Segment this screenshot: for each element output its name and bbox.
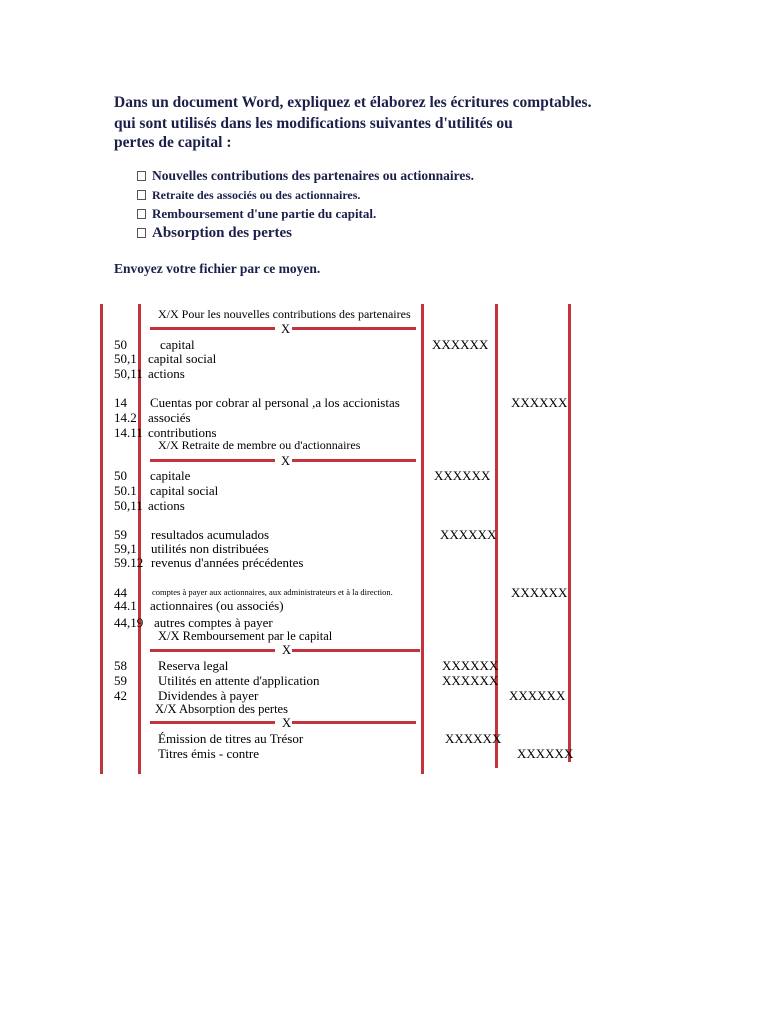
checkbox-icon — [137, 228, 146, 238]
account-code: 59 — [114, 673, 127, 688]
account-code: 50,11 — [114, 366, 143, 381]
intro-line-1: Dans un document Word, expliquez et élaborez les écritures comptables. — [114, 94, 592, 111]
account-label: utilités non distribuées — [151, 541, 269, 556]
separator-bar — [292, 459, 416, 462]
journal-entry-header: X/X Remboursement par le capital — [158, 629, 333, 643]
debit-amount: XXXXXX — [445, 731, 502, 746]
account-label: actions — [148, 498, 185, 513]
account-code: 50 — [114, 337, 127, 352]
account-label: comptes à payer aux actionnaires, aux administrateurs et à la direction. — [152, 587, 393, 597]
separator-label: X — [282, 643, 292, 657]
account-label: Titres émis - contre — [158, 746, 259, 761]
account-code: 14 — [114, 395, 127, 410]
bullet-item: Absorption des pertes — [137, 225, 292, 242]
account-label: capital — [160, 337, 195, 352]
debit-amount: XXXXXX — [442, 658, 499, 673]
account-code: 50.1 — [114, 483, 137, 498]
send-instruction: Envoyez votre fichier par ce moyen. — [114, 261, 321, 276]
account-code: 44 — [114, 585, 127, 600]
account-code: 14.2 — [114, 410, 137, 425]
journal-entry-header: X/X Absorption des pertes — [155, 702, 288, 716]
credit-amount: XXXXXX — [511, 585, 568, 600]
debit-amount: XXXXXX — [442, 673, 499, 688]
account-code: 59,1 — [114, 541, 137, 556]
separator-bar — [150, 459, 275, 462]
bullet-item: Retraite des associés ou des actionnaires. — [137, 188, 360, 203]
account-code: 58 — [114, 658, 127, 673]
separator-bar — [150, 649, 275, 652]
credit-amount: XXXXXX — [517, 746, 574, 761]
account-code: 59 — [114, 527, 127, 542]
account-label: revenus d'années précédentes — [151, 555, 304, 570]
account-code: 44.1 — [114, 598, 137, 613]
account-label: capital social — [150, 483, 219, 498]
separator-bar — [292, 721, 416, 724]
account-label: capitale — [150, 468, 191, 483]
intro-line-3: pertes de capital : — [114, 134, 232, 151]
account-label: capital social — [148, 351, 217, 366]
separator-label: X — [281, 322, 291, 336]
account-label: Dividendes à payer — [158, 688, 259, 703]
checkbox-icon — [137, 209, 146, 219]
account-label: actionnaires (ou associés) — [150, 598, 284, 613]
debit-amount: XXXXXX — [440, 527, 497, 542]
separator-bar — [292, 327, 416, 330]
account-code: 50,11 — [114, 498, 143, 513]
debit-amount: XXXXXX — [432, 337, 489, 352]
journal-entry-header: X/X Retraite de membre ou d'actionnaires — [158, 438, 361, 452]
account-code: 50,1 — [114, 351, 137, 366]
bullet-item: Remboursement d'une partie du capital. — [137, 206, 376, 222]
account-label: Reserva legal — [158, 658, 229, 673]
separator-bar — [292, 649, 420, 652]
separator-bar — [150, 327, 275, 330]
account-label: resultados acumulados — [151, 527, 270, 542]
checkbox-icon — [137, 171, 146, 181]
intro-line-2: qui sont utilisés dans les modifications suivantes d'utilités ou — [114, 115, 513, 132]
account-code: 42 — [114, 688, 127, 703]
account-label: Utilités en attente d'application — [158, 673, 320, 688]
account-code: 59.12 — [114, 555, 144, 570]
account-label: Cuentas por cobrar al personal ,a los accionistas — [150, 395, 400, 410]
journal-rule-debit — [421, 304, 424, 774]
credit-amount: XXXXXX — [511, 395, 568, 410]
checkbox-icon — [137, 190, 146, 200]
credit-amount: XXXXXX — [509, 688, 566, 703]
journal-rule-left — [100, 304, 103, 774]
account-code: 14.11 — [114, 425, 143, 440]
journal-rule-right — [568, 304, 571, 762]
account-label: autres comptes à payer — [154, 615, 273, 630]
account-code: 50 — [114, 468, 127, 483]
account-code: 44,19 — [114, 615, 144, 630]
separator-label: X — [282, 716, 292, 730]
debit-amount: XXXXXX — [434, 468, 491, 483]
account-label: contributions — [148, 425, 217, 440]
separator-label: X — [281, 454, 291, 468]
bullet-item: Nouvelles contributions des partenaires ou actionnaires. — [137, 168, 474, 184]
account-label: associés — [148, 410, 191, 425]
account-label: Émission de titres au Trésor — [158, 731, 304, 746]
account-label: actions — [148, 366, 185, 381]
separator-bar — [150, 721, 275, 724]
journal-entry-header: X/X Pour les nouvelles contributions des partenaires — [158, 307, 411, 321]
